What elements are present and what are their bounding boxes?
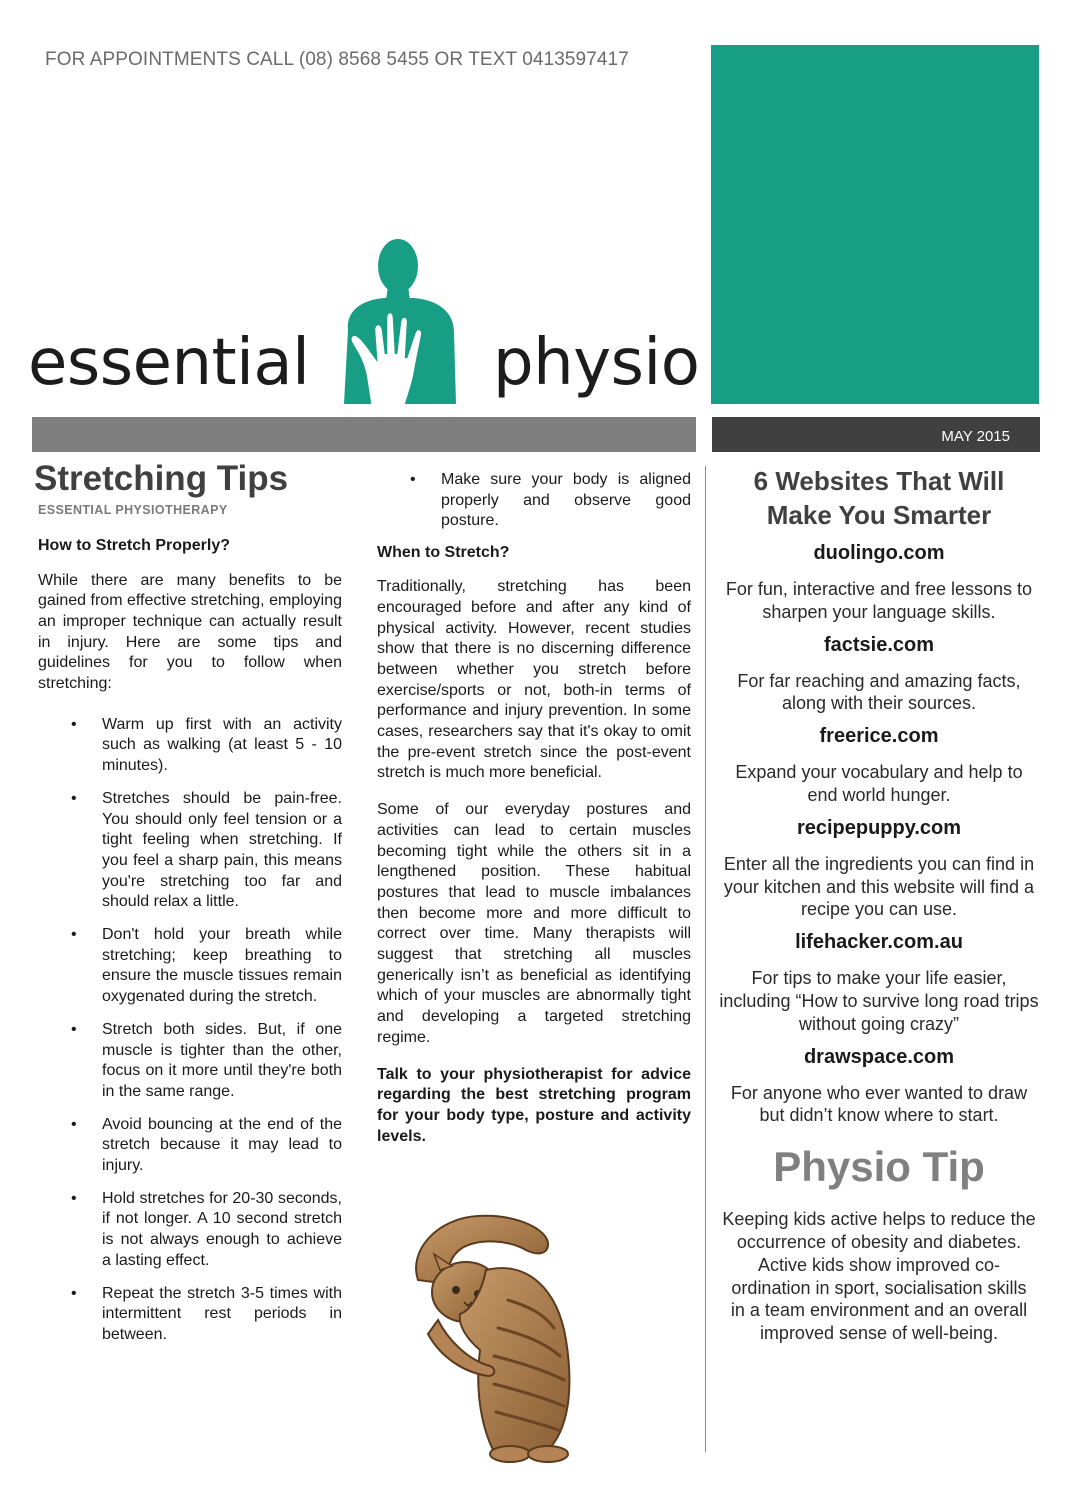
tip-item: • Hold stretches for 20-30 seconds, if not longer. A 10 second stretch is not always enough to achieve a lasting effect. <box>38 1189 342 1272</box>
grey-banner-bar <box>32 417 696 452</box>
when-paragraph-1: Traditionally, stretching has been encouraged before and after any kind of physical activity. However, recent studies show that there is no discerning difference between whether you stretch before exercise/sports or not, both-in terms of performance and injury prevention. In some cases, researchers say that it's okay to omit the pre-event stretch since the post-event stretch is much more beneficial. <box>377 578 691 782</box>
website-description: For tips to make your life easier, including “How to survive long road trips without going crazy” <box>719 968 1039 1034</box>
tip-item: • Don't hold your breath while stretching; keep breathing to ensure the muscle tissues remain oxygenated during the stretch. <box>38 925 342 1008</box>
websites-title: 6 Websites That Will Make You Smarter <box>753 466 1005 530</box>
website-entry <box>718 634 1040 716</box>
website-entry <box>718 1046 1040 1128</box>
tip-item: • Make sure your body is aligned properly and observe good posture. <box>377 470 691 532</box>
website-description: Expand your vocabulary and help to end world hunger. <box>735 762 1023 805</box>
website-name: lifehacker.com.au <box>795 931 963 954</box>
website-description: For far reaching and amazing facts, along with their sources. <box>737 670 1021 714</box>
website-entry <box>718 542 1040 624</box>
website-description: For fun, interactive and free lessons to sharpen your language skills. <box>725 579 1033 622</box>
article-subtitle: ESSENTIAL PHYSIOTHERAPY <box>38 502 228 517</box>
website-entry <box>718 817 1040 921</box>
advice-paragraph: Talk to your physiotherapist for advice regarding the best stretching program for your body type, posture and activity levels. <box>377 1065 691 1145</box>
website-name: recipepuppy.com <box>796 816 962 839</box>
tip-item: • Repeat the stretch 3-5 times with intermittent rest periods in between. <box>38 1284 342 1346</box>
tips-list-continued <box>377 470 691 532</box>
essential-physio-logo <box>28 236 698 408</box>
column-divider <box>705 466 706 1452</box>
stretching-cat-illustration <box>398 1210 638 1468</box>
logo-word-physio: physio <box>493 326 700 400</box>
physio-tip-text: Keeping kids active helps to reduce the occurrence of obesity and diabetes. Active kids show improved co-ordination in sport, socialisation skills in a team environment and an overall improved sense of well-being. <box>722 1209 1036 1344</box>
tip-item: • Warm up first with an activity such as walking (at least 5 - 10 minutes). <box>38 715 342 777</box>
website-description: For anyone who ever wanted to draw but didn’t know where to start. <box>730 1082 1028 1126</box>
intro-paragraph: While there are many benefits to be gained from effective stretching, employing an improper technique can actually result in injury. Here are some tips and guidelines for you to follow when stretching: <box>38 571 342 693</box>
tip-item: • Avoid bouncing at the end of the stretch because it may lead to injury. <box>38 1115 342 1177</box>
issue-date: MAY 2015 <box>941 428 1010 445</box>
website-entry <box>718 931 1040 1035</box>
website-entry <box>718 725 1040 807</box>
tip-item: • Stretches should be pain-free. You should only feel tension or a tight feeling when stretching. If you feel a sharp pain, this means you're stretching too far and should relax a little. <box>38 789 342 913</box>
appointments-line: FOR APPOINTMENTS CALL (08) 8568 5455 OR TEXT 0413597417 <box>45 49 629 70</box>
section-heading-how: How to Stretch Properly? <box>38 536 231 554</box>
teal-header-block <box>711 45 1039 404</box>
article-title: Stretching Tips <box>34 459 289 498</box>
date-banner-bar <box>712 417 1040 452</box>
article-column-1 <box>34 459 342 1358</box>
website-name: factsie.com <box>823 633 935 656</box>
website-name: drawspace.com <box>803 1045 955 1068</box>
physio-figure-hand-icon <box>326 238 476 404</box>
physio-tip-title: Physio Tip <box>773 1143 985 1191</box>
logo-word-essential: essential <box>28 326 310 400</box>
website-description: Enter all the ingredients you can find in your kitchen and this website will find a recipe you can use. <box>723 853 1035 920</box>
website-name: duolingo.com <box>813 542 945 564</box>
article-column-2 <box>377 470 691 1147</box>
tips-list <box>38 715 342 1346</box>
section-heading-when: When to Stretch? <box>377 544 510 562</box>
website-name: freerice.com <box>819 725 939 748</box>
sidebar-column <box>718 464 1040 1345</box>
tip-item: • Stretch both sides. But, if one muscle is tighter than the other, focus on it more until they're both in the same range. <box>38 1020 342 1103</box>
when-paragraph-2: Some of our everyday postures and activities can lead to certain muscles becoming tight while the others sit in a lengthened position. These habitual postures that lead to muscle imbalances then become more and more difficult to correct over time. Many therapists will suggest that stretching all muscles generically isn’t as beneficial as identifying which of your muscles are abnormally tight and developing a targeted stretching regime. <box>377 801 691 1046</box>
